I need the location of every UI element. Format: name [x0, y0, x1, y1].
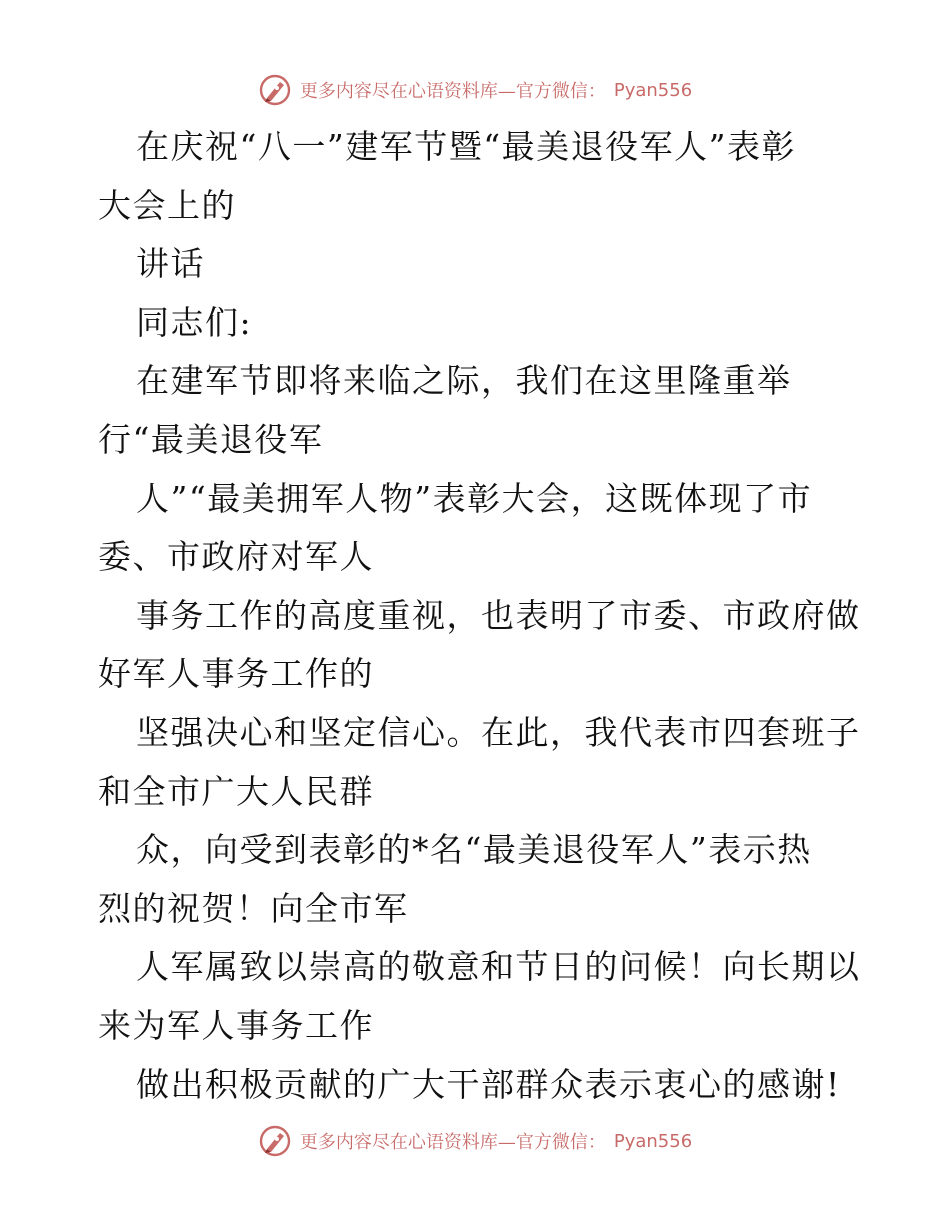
- paragraph-line: 来为军人事务工作: [98, 1005, 374, 1045]
- watermark-header: [0, 70, 950, 110]
- speech-body: [98, 118, 868, 1114]
- paragraph-line: 人”“最美拥军人物”表彰大会，这既体现了市: [136, 478, 813, 518]
- paragraph-line: 在建军节即将来临之际，我们在这里隆重举: [136, 361, 792, 401]
- watermark-handle: Pyan556: [613, 79, 693, 101]
- paragraph-line: 委、市政府对军人: [98, 537, 374, 577]
- paragraph-line: 烈的祝贺！向全市军: [98, 888, 409, 928]
- pen-circle-logo-icon: [258, 73, 292, 107]
- pen-circle-logo-icon: [258, 1124, 292, 1158]
- paragraph-line: 好军人事务工作的: [98, 654, 374, 694]
- watermark-footer: [0, 1121, 950, 1161]
- paragraph-line: 坚强决心和坚定信心。在此，我代表市四套班子: [136, 712, 861, 752]
- watermark-text: 更多内容尽在心语资料库—官方微信：: [299, 81, 606, 102]
- salutation: 同志们:: [136, 302, 253, 342]
- paragraph-line: 人军属致以崇高的敬意和节日的问候！向长期以: [136, 947, 861, 987]
- paragraph-line: 和全市广大人民群: [98, 771, 374, 811]
- title-line: 在庆祝“八一”建军节暨“最美退役军人”表彰: [136, 127, 796, 166]
- paragraph-line: 做出积极贡献的广大干部群众表示衷心的感谢!: [136, 1064, 841, 1104]
- title-line: 大会上的: [98, 185, 236, 225]
- paragraph-line: 众，向受到表彰的*名“最美退役军人”表示热: [136, 830, 812, 870]
- paragraph-line: 事务工作的高度重视，也表明了市委、市政府做: [136, 595, 861, 635]
- watermark-text: 更多内容尽在心语资料库—官方微信：: [299, 1132, 606, 1153]
- title-line: 讲话: [136, 244, 205, 284]
- paragraph-line: 行“最美退役军: [98, 419, 324, 459]
- watermark-handle: Pyan556: [613, 1130, 693, 1152]
